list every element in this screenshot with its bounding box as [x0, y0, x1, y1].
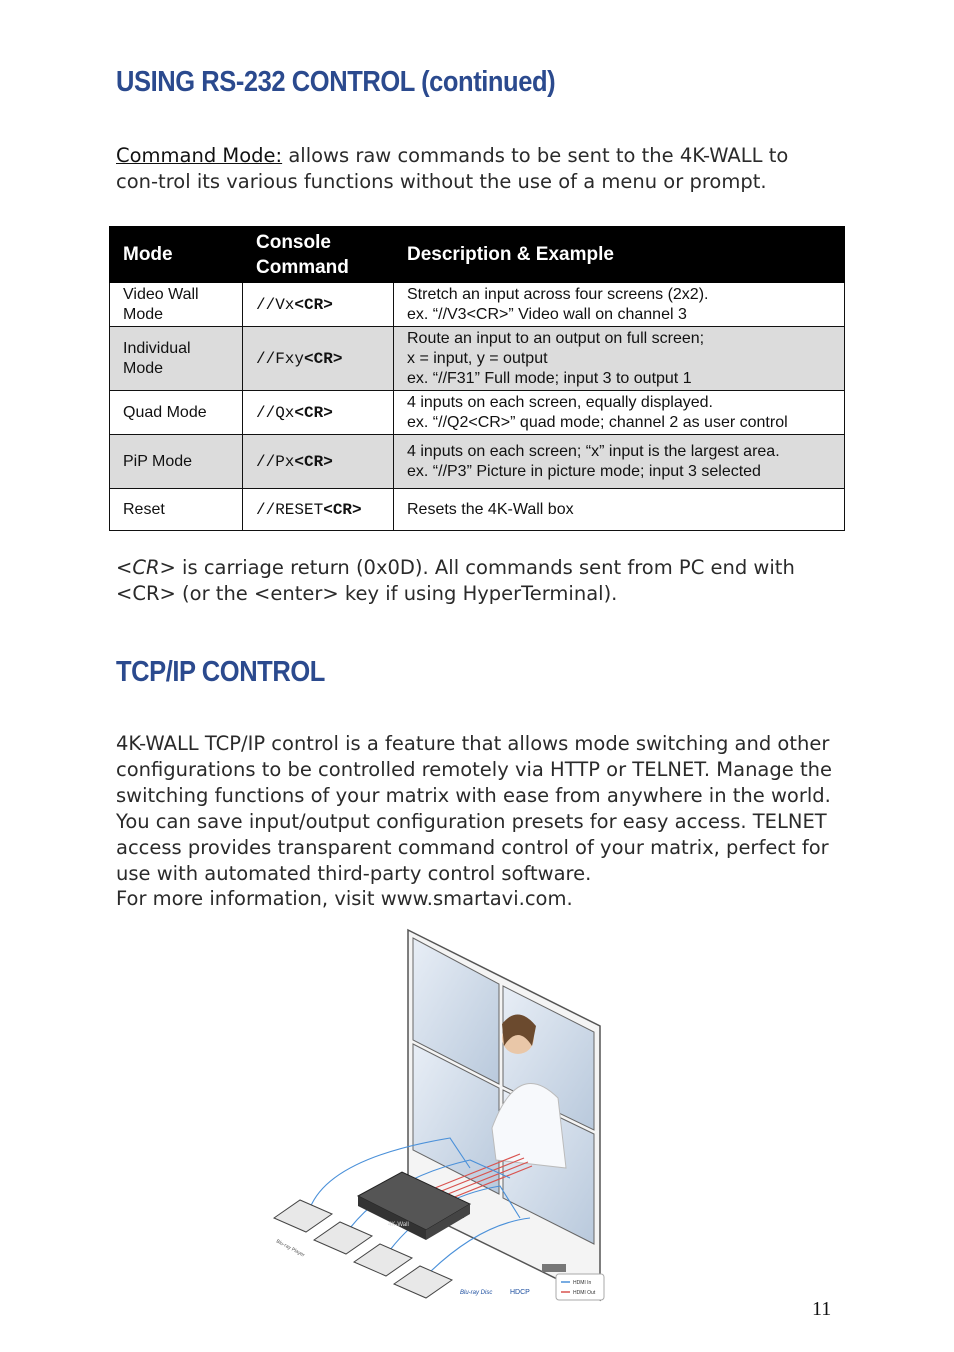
header-description: Description & Example	[394, 227, 845, 283]
description-line: 4 inputs on each screen, equally displayed.	[407, 393, 713, 411]
player-label: Blu-ray Player	[275, 1238, 306, 1259]
video-wall-diagram	[270, 928, 610, 1320]
command-prefix: //Qx	[256, 403, 295, 422]
row-mode: Individual Mode	[110, 327, 243, 391]
more-info-text: For more information, visit www.smartavi.com.	[116, 887, 573, 910]
row-mode: Reset	[110, 489, 243, 531]
row-command	[243, 327, 394, 391]
description-line: ex. “//F31” Full mode; input 3 to output 1	[407, 369, 692, 387]
row-command	[243, 283, 394, 327]
command-prefix: //Vx	[256, 295, 295, 314]
command-suffix: <CR>	[294, 403, 333, 422]
command-mode-label: Command Mode:	[116, 144, 283, 167]
header-mode: Mode	[110, 227, 243, 283]
table-row	[110, 489, 845, 531]
description-line: ex. “//Q2<CR>” quad mode; channel 2 as user control	[407, 413, 788, 431]
description-line: Route an input to an output on full screen;	[407, 329, 705, 347]
command-mode-intro	[116, 143, 836, 195]
cable-legend	[556, 1274, 604, 1300]
row-command	[243, 391, 394, 435]
carriage-return-note	[116, 555, 836, 607]
row-mode: PiP Mode	[110, 435, 243, 489]
cr-open: <	[116, 556, 133, 579]
cr-note-text: > is carriage return (0x0D). All commands sent from PC end with <CR> (or the <enter> key if using HyperTerminal).	[116, 556, 795, 605]
description-line: ex. “//P3” Picture in picture mode; input 3 selected	[407, 462, 761, 480]
command-prefix: //Fxy	[256, 349, 305, 368]
command-table	[109, 226, 845, 531]
description-line: x = input, y = output	[407, 349, 548, 367]
row-description	[394, 435, 845, 489]
blu-ray-player-1	[274, 1200, 332, 1232]
tcpip-description: 4K-WALL TCP/IP control is a feature that allows mode switching and other configurations to be controlled remotely via HTTP or TELNET. Manage the switching functions of your matrix with ease from anywhere in the world. You can save input/output configuration presets for easy access. TELNET access provides transparent command control of your matrix, perfect for use with automated third-party control software.	[116, 732, 832, 885]
table-row	[110, 391, 845, 435]
blu-ray-player-4	[394, 1266, 452, 1298]
description-line: Stretch an input across four screens (2x2).	[407, 285, 709, 303]
command-prefix: //Px	[256, 452, 295, 471]
row-description	[394, 489, 845, 531]
row-description	[394, 327, 845, 391]
row-command	[243, 435, 394, 489]
row-mode: Quad Mode	[110, 391, 243, 435]
device-label: 4K-Wall	[388, 1222, 409, 1228]
cr-term: CR	[132, 556, 160, 579]
section-title-rs232: USING RS-232 CONTROL (continued)	[116, 66, 556, 98]
command-suffix: <CR>	[304, 349, 343, 368]
description-line: 4 inputs on each screen; “x” input is the largest area.	[407, 442, 780, 460]
table-row	[110, 283, 845, 327]
blu-ray-logo: Blu-ray Disc	[460, 1290, 493, 1296]
hdcp-logo: HDCP	[510, 1289, 530, 1296]
command-mode-text: allows raw commands to be sent to the 4K-WALL to con-trol its various functions without the use of a menu or prompt.	[116, 144, 789, 193]
wall-stand	[542, 1264, 566, 1272]
command-suffix: <CR>	[323, 500, 362, 519]
blu-ray-player-2	[314, 1222, 372, 1254]
section-title-tcpip: TCP/IP CONTROL	[116, 656, 325, 688]
row-description	[394, 391, 845, 435]
legend-out-label: HDMI Out	[573, 1290, 596, 1296]
row-mode: Video Wall Mode	[110, 283, 243, 327]
table-row	[110, 327, 845, 391]
blu-ray-player-3	[354, 1244, 412, 1276]
video-wall-illustration	[270, 928, 610, 1320]
table-header-row	[110, 227, 845, 283]
legend-in-label: HDMI In	[573, 1280, 592, 1286]
page-number: 11	[812, 1298, 832, 1320]
description-line: Resets the 4K-Wall box	[407, 500, 574, 518]
command-suffix: <CR>	[294, 295, 333, 314]
command-prefix: //RESET	[256, 500, 324, 519]
row-description	[394, 283, 845, 327]
header-console-command: Console Command	[243, 227, 394, 283]
description-line: ex. “//V3<CR>” Video wall on channel 3	[407, 305, 687, 323]
table-row	[110, 435, 845, 489]
row-command	[243, 489, 394, 531]
command-suffix: <CR>	[294, 452, 333, 471]
